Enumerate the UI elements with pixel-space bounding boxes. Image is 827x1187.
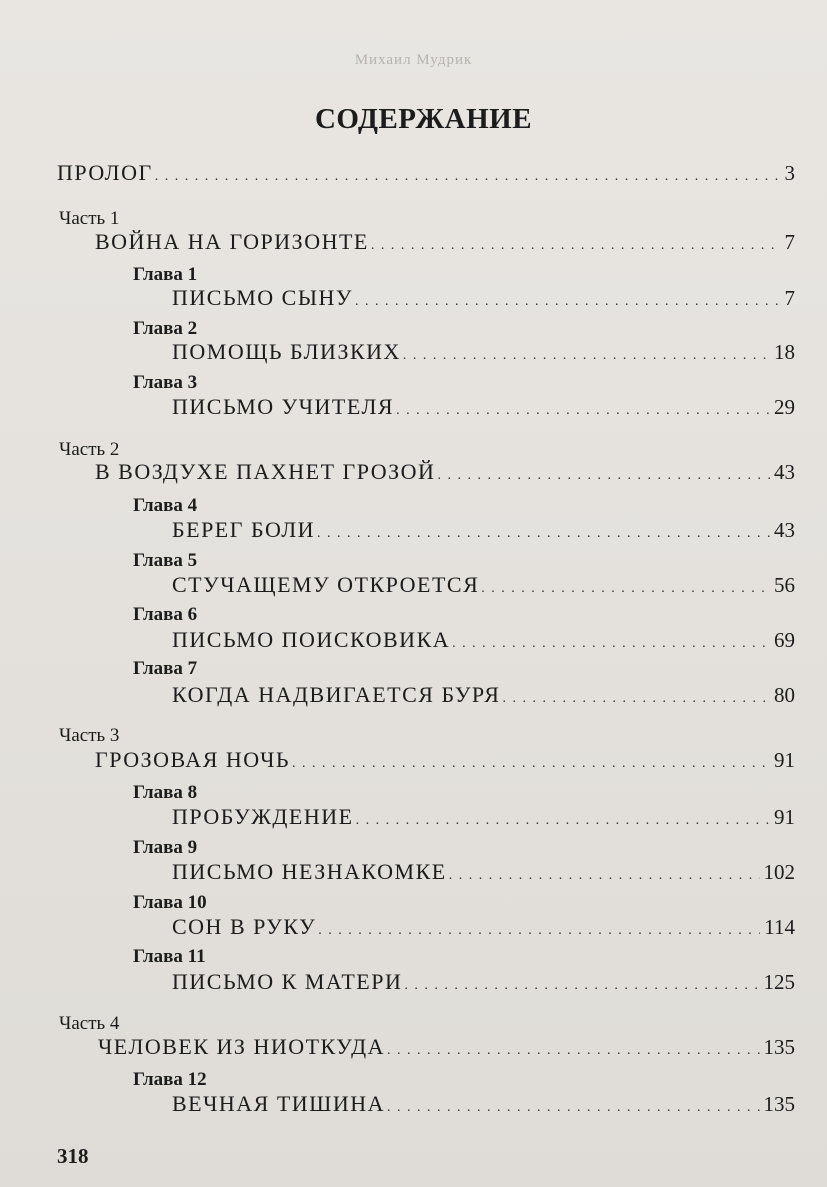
leader-dots — [318, 918, 760, 944]
toc-entry-title: ПИСЬМО НЕЗНАКОМКЕ — [172, 859, 447, 884]
toc-page-number: 43 — [774, 518, 795, 542]
page-number: 318 — [57, 1144, 89, 1168]
part-label: Часть 4 — [59, 1013, 120, 1034]
toc-entry-chapter[interactable] — [172, 859, 795, 889]
toc-entry-title: ПИСЬМО СЫНУ — [172, 285, 353, 310]
toc-page-number: 29 — [774, 395, 795, 419]
toc-entry-chapter[interactable] — [172, 969, 795, 999]
toc-entry-chapter[interactable] — [172, 914, 795, 944]
chapter-label: Глава 9 — [133, 837, 198, 858]
toc-entry-chapter[interactable] — [172, 517, 795, 547]
toc-page-number: 135 — [763, 1092, 795, 1116]
part-label: Часть 1 — [59, 208, 120, 229]
leader-dots — [317, 521, 770, 547]
toc-entry-title: СОН В РУКУ — [172, 914, 317, 939]
leader-dots — [403, 343, 770, 369]
toc-entry-chapter[interactable] — [172, 627, 795, 657]
leader-dots — [502, 686, 770, 712]
part-label: Часть 2 — [59, 439, 120, 460]
chapter-label: Глава 10 — [133, 892, 207, 913]
toc-entry-part[interactable] — [98, 1034, 795, 1064]
toc-entry-title: ВОЙНА НА ГОРИЗОНТЕ — [95, 229, 369, 254]
toc-entry-chapter[interactable] — [172, 572, 795, 602]
toc-entry-chapter[interactable] — [172, 682, 795, 712]
leader-dots — [396, 398, 770, 424]
toc-entry-title: ПИСЬМО ПОИСКОВИКА — [172, 627, 451, 652]
toc-entry-chapter[interactable] — [172, 339, 795, 369]
toc-page-number: 125 — [763, 970, 795, 994]
toc-entry-title: ПРОБУЖДЕНИЕ — [172, 804, 354, 829]
chapter-label: Глава 4 — [133, 495, 198, 516]
toc-entry-title: ПИСЬМО К МАТЕРИ — [172, 969, 403, 994]
toc-entry-chapter[interactable] — [172, 804, 795, 834]
toc-entry-chapter[interactable] — [172, 394, 795, 424]
toc-entry-title: ПРОЛОГ — [57, 160, 153, 185]
leader-dots — [387, 1095, 759, 1121]
leader-dots — [387, 1038, 759, 1064]
chapter-label: Глава 8 — [133, 782, 198, 803]
toc-entry-title: ПИСЬМО УЧИТЕЛЯ — [172, 394, 395, 419]
leader-dots — [437, 463, 770, 489]
leader-dots — [355, 289, 781, 315]
leader-dots — [481, 576, 770, 602]
toc-entry-title: СТУЧАЩЕМУ ОТКРОЕТСЯ — [172, 572, 480, 597]
toc-entry-title: КОГДА НАДВИГАЕТСЯ БУРЯ — [172, 682, 501, 707]
leader-dots — [404, 973, 759, 999]
chapter-label: Глава 5 — [133, 550, 198, 571]
toc-entry-title: ПОМОЩЬ БЛИЗКИХ — [172, 339, 401, 364]
chapter-label: Глава 12 — [133, 1069, 207, 1090]
toc-entry-chapter[interactable] — [172, 1091, 795, 1121]
leader-dots — [371, 233, 781, 259]
chapter-label: Глава 6 — [133, 604, 198, 625]
toc-entry-part[interactable] — [95, 747, 795, 777]
chapter-label: Глава 3 — [133, 372, 198, 393]
chapter-label: Глава 1 — [133, 264, 198, 285]
toc-entry-title: В ВОЗДУХЕ ПАХНЕТ ГРОЗОЙ — [95, 459, 436, 484]
part-label: Часть 3 — [59, 725, 120, 746]
toc-page-number: 7 — [784, 286, 795, 310]
toc-page-number: 135 — [763, 1035, 795, 1059]
toc-entry-chapter[interactable] — [172, 285, 795, 315]
toc-page-number: 7 — [784, 230, 795, 254]
toc-page-number: 91 — [774, 805, 795, 829]
toc-page-number: 18 — [774, 340, 795, 364]
chapter-label: Глава 11 — [133, 946, 206, 967]
toc-page-number: 80 — [774, 683, 795, 707]
toc-entry-title: ВЕЧНАЯ ТИШИНА — [172, 1091, 386, 1116]
toc-page-number: 56 — [774, 573, 795, 597]
toc-page-number: 114 — [764, 915, 795, 939]
leader-dots — [449, 863, 760, 889]
leader-dots — [452, 631, 770, 657]
toc-entry-title: БЕРЕГ БОЛИ — [172, 517, 316, 542]
contents-title: СОДЕРЖАНИЕ — [314, 103, 533, 135]
leader-dots — [356, 808, 770, 834]
running-header: Михаил Мудрик — [354, 52, 473, 68]
toc-page-number: 69 — [774, 628, 795, 652]
toc-entry-part[interactable] — [95, 229, 795, 259]
leader-dots — [155, 164, 781, 190]
chapter-label: Глава 7 — [133, 658, 198, 679]
toc-page-number: 91 — [774, 748, 795, 772]
toc-page-number: 102 — [763, 860, 795, 884]
toc-entry-title: ГРОЗОВАЯ НОЧЬ — [95, 747, 291, 772]
toc-page-number: 3 — [784, 161, 795, 185]
toc-page-number: 43 — [774, 460, 795, 484]
toc-entry-title: ЧЕЛОВЕК ИЗ НИОТКУДА — [98, 1034, 386, 1059]
leader-dots — [292, 751, 770, 777]
toc-entry-prologue[interactable] — [57, 160, 795, 190]
chapter-label: Глава 2 — [133, 318, 198, 339]
toc-entry-part[interactable] — [95, 459, 795, 489]
